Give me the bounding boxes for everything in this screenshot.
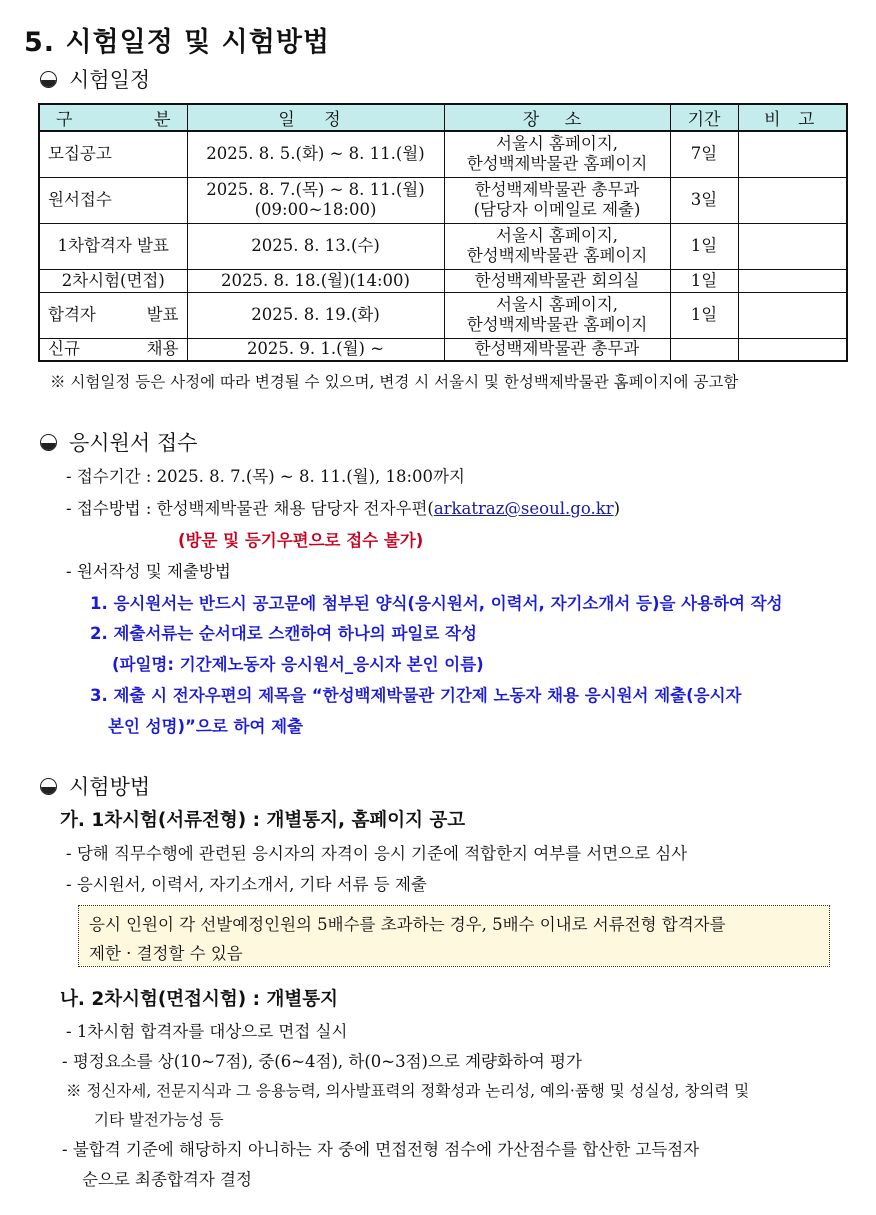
bullet-circle-icon <box>40 778 57 795</box>
cell-category: 1차합격자 발표 <box>39 223 187 269</box>
submit-step-3: 3. 제출 시 전자우편의 제목을 “한성백제박물관 기간제 노동자 채용 응시원서 제출(응시자 <box>90 686 742 705</box>
second-exam-line-1: - 1차시험 합격자를 대상으로 면접 실시 <box>66 1022 348 1041</box>
cell-period: 7일 <box>670 131 738 177</box>
application-method-suffix: ) <box>613 499 621 518</box>
application-method <box>66 495 620 519</box>
cell-place: 서울시 홈페이지, 한성백제박물관 홈페이지 <box>444 223 670 269</box>
section-heading-label: 시험방법 <box>69 775 151 799</box>
cell-place: 한성백제박물관 총무과 <box>444 338 670 361</box>
note-box <box>78 905 830 967</box>
table-header-row <box>39 104 847 131</box>
cell-period: 1일 <box>670 223 738 269</box>
submit-step-1: 1. 응시원서는 반드시 공고문에 첨부된 양식(응시원서, 이력서, 자기소개서 등)을 사용하여 작성 <box>90 594 783 613</box>
cell-category: 신규 채용 <box>39 338 187 361</box>
section-heading-label: 시험일정 <box>69 68 151 92</box>
submit-step-3-cont: 본인 성명)”으로 하여 제출 <box>108 717 304 736</box>
submit-method-label: - 원서작성 및 제출방법 <box>66 562 231 581</box>
second-exam-line-3: - 불합격 기준에 해당하지 아니하는 자 중에 면접전형 점수에 가산점수를 합산한 고득점자 <box>62 1140 700 1159</box>
first-exam-line-1: - 당해 직무수행에 관련된 응시자의 자격이 응시 기준에 적합한지 여부를 서면으로 심사 <box>66 844 688 863</box>
table-row <box>39 131 847 177</box>
header-date: 일 정 <box>187 104 444 131</box>
schedule-table <box>38 103 848 362</box>
bullet-circle-icon <box>40 434 57 451</box>
cell-place: 서울시 홈페이지, 한성백제박물관 홈페이지 <box>444 131 670 177</box>
cell-date: 2025. 8. 13.(수) <box>187 223 444 269</box>
header-period: 기간 <box>670 104 738 131</box>
section-heading-application <box>40 427 197 457</box>
table-row <box>39 223 847 269</box>
cell-period: 1일 <box>670 292 738 338</box>
second-exam-note: ※ 정신자세, 전문지식과 그 응용능력, 의사발표력의 정확성과 논리성, 예의·품행 및 성실성, 창의력 및 <box>66 1082 750 1100</box>
cell-period: 1일 <box>670 269 738 292</box>
cell-place: 한성백제박물관 회의실 <box>444 269 670 292</box>
cell-place: 한성백제박물관 총무과 (담당자 이메일로 제출) <box>444 177 670 223</box>
cell-date: 2025. 8. 7.(목) ~ 8. 11.(월) (09:00~18:00) <box>187 177 444 223</box>
section-heading-method <box>40 771 150 801</box>
cell-place: 서울시 홈페이지, 한성백제박물관 홈페이지 <box>444 292 670 338</box>
first-exam-title: 가. 1차시험(서류전형) : 개별통지, 홈페이지 공고 <box>60 810 466 831</box>
submit-step-2-filename: (파일명: 기간제노동자 응시원서_응시자 본인 이름) <box>112 655 484 674</box>
second-exam-line-3-cont: 순으로 최종합격자 결정 <box>82 1170 252 1189</box>
cell-note <box>738 131 847 177</box>
cell-date: 2025. 8. 5.(화) ~ 8. 11.(월) <box>187 131 444 177</box>
cell-category: 합격자 발표 <box>39 292 187 338</box>
header-category: 구 분 <box>39 104 187 131</box>
table-row <box>39 292 847 338</box>
cell-category: 2차시험(면접) <box>39 269 187 292</box>
submit-step-2: 2. 제출서류는 순서대로 스캔하여 하나의 파일로 작성 <box>90 624 477 643</box>
page-title: 5. 시험일정 및 시험방법 <box>24 27 330 58</box>
email-link[interactable]: arkatraz@seoul.go.kr <box>433 499 614 518</box>
cell-note <box>738 338 847 361</box>
cell-date: 2025. 9. 1.(월) ~ <box>187 338 444 361</box>
second-exam-note-cont: 기타 발전가능성 등 <box>94 1111 224 1129</box>
cell-note <box>738 292 847 338</box>
application-warning: (방문 및 등기우편으로 접수 불가) <box>178 531 424 550</box>
bullet-circle-icon <box>40 71 57 88</box>
note-box-line-2: 제한 · 결정할 수 있음 <box>89 944 243 963</box>
cell-date: 2025. 8. 19.(화) <box>187 292 444 338</box>
note-box-line-1: 응시 인원이 각 선발예정인원의 5배수를 초과하는 경우, 5배수 이내로 서류전형 합격자를 <box>89 915 726 934</box>
schedule-footnote: ※ 시험일정 등은 사정에 따라 변경될 수 있으며, 변경 시 서울시 및 한성백제박물관 홈페이지에 공고함 <box>50 373 739 391</box>
section-heading-label: 응시원서 접수 <box>69 431 198 455</box>
application-method-text: - 접수방법 : 한성백제박물관 채용 담당자 전자우편( <box>66 499 434 518</box>
table-row <box>39 177 847 223</box>
first-exam-line-2: - 응시원서, 이력서, 자기소개서, 기타 서류 등 제출 <box>66 875 427 894</box>
cell-category: 원서접수 <box>39 177 187 223</box>
section-heading-schedule <box>40 64 150 94</box>
application-period: - 접수기간 : 2025. 8. 7.(목) ~ 8. 11.(월), 18:00까지 <box>66 467 465 486</box>
table-row <box>39 269 847 292</box>
header-place: 장 소 <box>444 104 670 131</box>
cell-note <box>738 269 847 292</box>
cell-date: 2025. 8. 18.(월)(14:00) <box>187 269 444 292</box>
cell-period: 3일 <box>670 177 738 223</box>
cell-note <box>738 177 847 223</box>
second-exam-line-2: - 평정요소를 상(10~7점), 중(6~4점), 하(0~3점)으로 계량화하여 평가 <box>62 1052 582 1071</box>
cell-period <box>670 338 738 361</box>
cell-category: 모집공고 <box>39 131 187 177</box>
header-note: 비 고 <box>738 104 847 131</box>
cell-note <box>738 223 847 269</box>
table-row <box>39 338 847 361</box>
second-exam-title: 나. 2차시험(면접시험) : 개별통지 <box>60 989 338 1010</box>
